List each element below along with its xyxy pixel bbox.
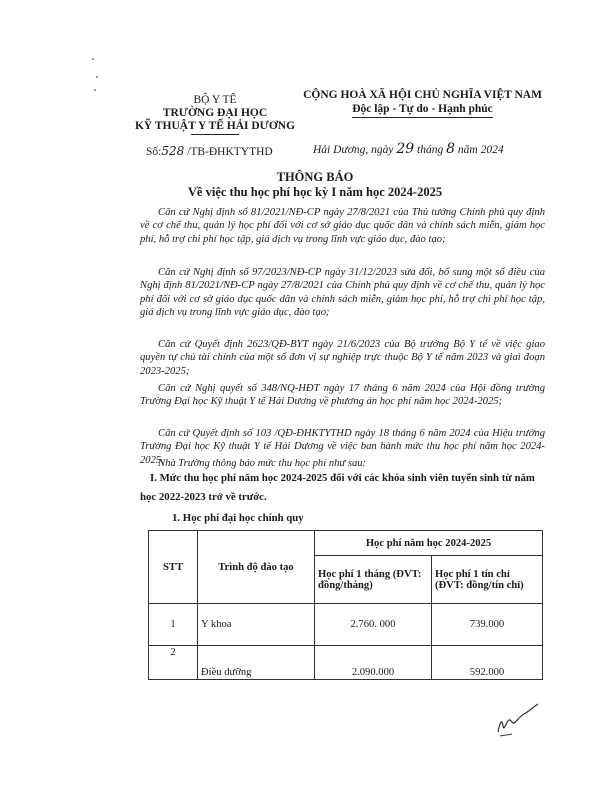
row-level: Điều dưỡng xyxy=(198,646,315,680)
table-row xyxy=(149,646,543,680)
legal-basis-1: Căn cứ Nghị định số 81/2021/NĐ-CP ngày 27/8/2021 của Thủ tướng Chính phủ quy định về cơ chế thu, quản lý học phí đối với cơ sở giáo dục quốc dân và chính sách miễn, giảm học phí, hỗ trợ chi phí học tập, giá dịch vụ trong lĩnh vực giáo dục, đào tạo; xyxy=(140,207,545,245)
date-month: 8 xyxy=(446,141,456,157)
legal-basis-4: Căn cứ Nghị quyết số 348/NQ-HĐT ngày 17 tháng 6 năm 2024 của Hội đồng trường Trường Đại học Kỹ thuật Y tế Hải Dương về phương án học phí năm học 2024-2025; xyxy=(140,383,545,408)
initials-mark xyxy=(494,702,544,742)
row-level: Y khoa xyxy=(198,604,315,646)
document-number xyxy=(146,144,273,158)
date-place: Hải Dương, ngày xyxy=(313,144,394,156)
title-main: THÔNG BÁO xyxy=(276,170,354,184)
header-divider xyxy=(191,134,239,135)
table-row xyxy=(149,604,543,646)
row-credit-fee: 739.000 xyxy=(432,604,543,646)
school-name-line1: TRƯỜNG ĐẠI HỌC xyxy=(162,107,268,119)
title-sub: Về việc thu học phí học kỳ I năm học 2024-2025 xyxy=(187,185,443,199)
section-heading: I. Mức thu học phí năm học 2024-2025 đối với các khóa sinh viên tuyển sinh từ năm học 2022-2023 trở về trước. xyxy=(140,472,535,503)
row-stt: 2 xyxy=(149,646,198,680)
header-fee-month: Học phí 1 tháng (ĐVT: đồng/tháng) xyxy=(315,556,432,604)
ministry-name: BỘ Y TẾ xyxy=(193,94,237,106)
scan-speck xyxy=(96,76,98,78)
row-month-fee: 2.760. 000 xyxy=(315,604,432,646)
legal-basis-2: Căn cứ Nghị định số 97/2023/NĐ-CP ngày 31/12/2023 sửa đổi, bổ sung một số điều của Nghị định 81/2021/NĐ-CP ngày 27/8/2021 của Chính phủ quy định về cơ chế thu, quản lý học phí đối với cơ sở giáo dục quốc dân và chính sách miễn, giảm học phí, hỗ trợ chi phí học tập, giá dịch vụ trong lĩnh vực giáo dục, đào tạo; xyxy=(140,267,545,318)
doc-number-suffix: /TB-ĐHKTYTHD xyxy=(187,146,273,158)
document-title xyxy=(100,170,530,200)
row-month-fee: 2.090.000 xyxy=(315,646,432,680)
scan-speck xyxy=(94,89,96,91)
date-month-label: tháng xyxy=(417,144,444,156)
subsection-heading: 1. Học phí đại học chính quy xyxy=(172,512,304,524)
national-header xyxy=(300,88,545,118)
date-year: năm 2024 xyxy=(457,144,504,156)
tuition-fee-table xyxy=(148,530,543,680)
issuer-block xyxy=(130,94,300,135)
country-name: CỘNG HOÀ XÃ HỘI CHỦ NGHĨA VIỆT NAM xyxy=(303,89,542,101)
header-fee-group: Học phí năm học 2024-2025 xyxy=(315,531,543,556)
document-date xyxy=(313,141,504,157)
row-credit-fee: 592.000 xyxy=(432,646,543,680)
intro-line: Nhà Trường thông báo mức thu học phí như sau: xyxy=(158,458,367,469)
legal-basis-5: Căn cứ Quyết định số 103 /QĐ-ĐHKTYTHD ngày 18 tháng 6 năm 2024 của Hiệu trưởng Trường Đại học Kỹ thuật Y tế Hải Dương về việc ban hành mức thu học phí năm học 2024-2025. xyxy=(140,428,545,466)
header-fee-credit: Học phí 1 tín chỉ (ĐVT: đồng/tín chỉ) xyxy=(432,556,543,604)
scan-speck xyxy=(92,58,94,60)
header-level: Trình độ đào tạo xyxy=(198,531,315,604)
school-name-line2: KỸ THUẬT Y TẾ HẢI DƯƠNG xyxy=(134,120,296,132)
national-motto: Độc lập - Tự do - Hạnh phúc xyxy=(352,102,493,118)
doc-number-prefix: Số: xyxy=(146,146,162,158)
row-stt: 1 xyxy=(149,604,198,646)
legal-basis-3: Căn cứ Quyết định 2623/QĐ-BYT ngày 21/6/2023 của Bộ trưởng Bộ Y tế về việc giao quyền tự chủ tài chính của một số đơn vị sự nghiệp trực thuộc Bộ Y tế năm 2023 và giai đoạn 2023-2025; xyxy=(140,339,545,377)
header-stt: STT xyxy=(149,531,198,604)
doc-number-value: 528 xyxy=(161,144,185,158)
date-day: 29 xyxy=(396,141,415,157)
